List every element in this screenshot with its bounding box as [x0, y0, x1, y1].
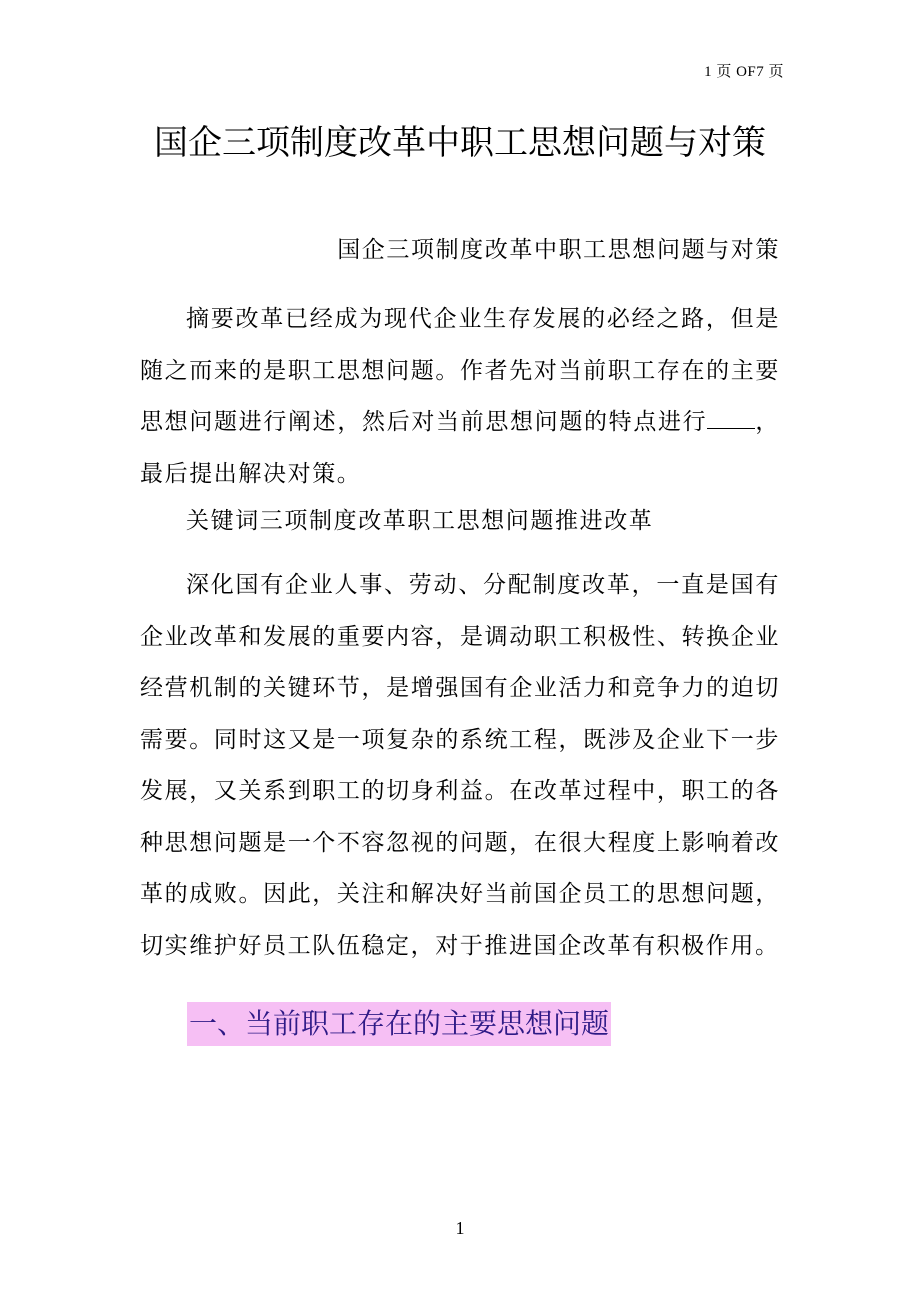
page-number: 1: [455, 1218, 465, 1238]
abstract-text-end: ，最后提出解决对策。: [140, 409, 780, 487]
fill-in-blank: [707, 410, 755, 429]
abstract-text: 摘要改革已经成为现代企业生存发展的必经之路，但是随之而来的是职工思想问题。作者先对当前职工存在的主要思想问题进行阐述，然后对当前思想问题的特点进行: [140, 306, 780, 435]
section-heading: 一、当前职工存在的主要思想问题: [187, 1002, 611, 1046]
document-subtitle: 国企三项制度改革中职工思想问题与对策: [337, 237, 780, 263]
abstract-paragraph: [140, 294, 780, 500]
page-header: 1 页 OF7 页: [704, 64, 784, 80]
keywords-paragraph: 关键词三项制度改革职工思想问题推进改革: [186, 508, 654, 534]
document-title: 国企三项制度改革中职工思想问题与对策: [154, 123, 766, 163]
body-paragraph: 深化国有企业人事、劳动、分配制度改革，一直是国有企业改革和发展的重要内容，是调动职工积极性、转换企业经营机制的关键环节，是增强国有企业活力和竞争力的迫切需要。同时这又是一项复杂的系统工程，既涉及企业下一步发展，又关系到职工的切身利益。在改革过程中，职工的各种思想问题是一个不容忽视的问题，在很大程度上影响着改革的成败。因此，关注和解决好当前国企员工的思想问题，切实维护好员工队伍稳定，对于推进国企改革有积极作用。: [140, 572, 780, 959]
